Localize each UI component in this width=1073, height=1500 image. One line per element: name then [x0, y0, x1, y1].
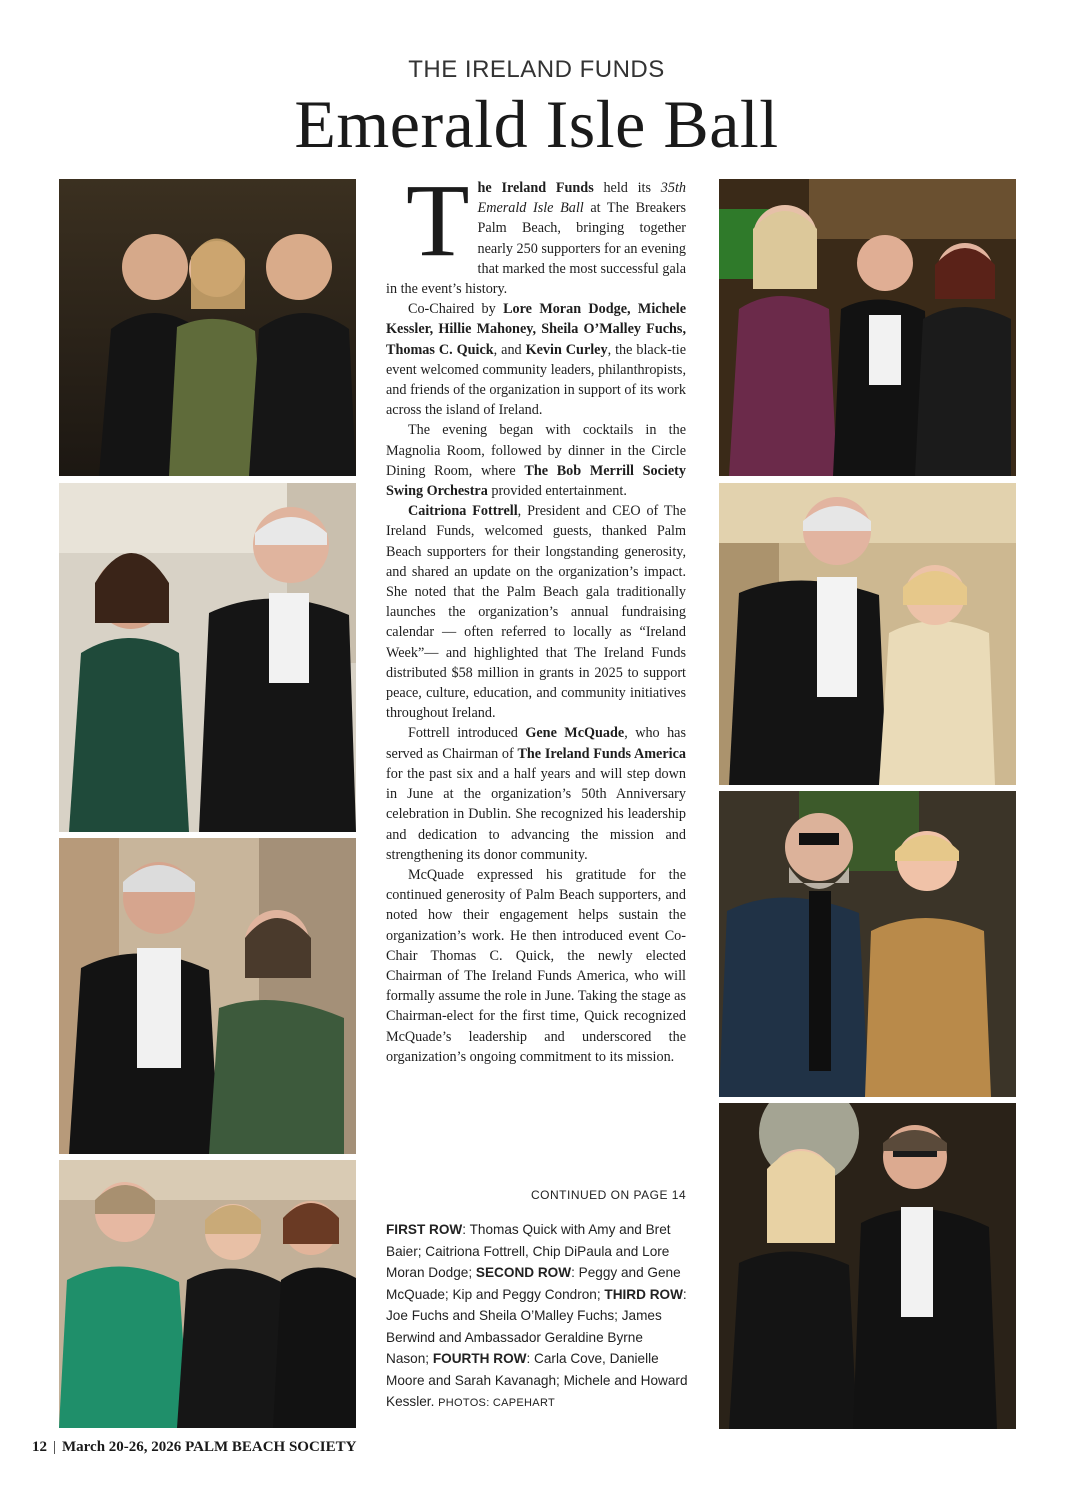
caption-row-label: THIRD ROW: [604, 1286, 683, 1302]
photo-left-2: [59, 483, 356, 832]
co-chair-name: Kevin Curley: [525, 341, 608, 358]
photo-right-1: [719, 179, 1016, 476]
president-name: Caitriona Fottrell: [408, 503, 518, 520]
photo-left-4-image: [59, 1160, 356, 1428]
article-paragraph-6: McQuade expressed his gratitude for the continued generosity of Palm Beach supporters, and noted how their engagement helps sustain the organization’s work. He then introduced event Co-Chair Thomas C. Quick, the newly elected Chairman of The Ireland Funds America, who will formally assume the role in June. Taking the stage as Chairman-elect for the first time, Quick recognized McQuade’s leadership and underscored the organization’s ongoing commitment to its mission.: [386, 866, 686, 1065]
article-paragraph-4: [386, 501, 686, 723]
photo-left-4: [59, 1160, 356, 1428]
article-paragraph-1: [386, 163, 686, 299]
photo-right-3: [719, 791, 1016, 1097]
section-kicker: THE IRELAND FUNDS: [408, 56, 665, 83]
photo-left-3: [59, 838, 356, 1154]
article-paragraph-3: [386, 420, 686, 501]
photo-left-1-image: [59, 179, 356, 476]
drop-cap: T: [406, 163, 470, 278]
photo-captions: [386, 1219, 688, 1415]
photo-right-1-image: [719, 179, 1016, 476]
caption-row-label: SECOND ROW: [475, 1265, 572, 1280]
publication-name: PALM BEACH SOCIETY: [185, 1439, 357, 1455]
caption-text: : Peggy and Gene McQuade; Kip and Peggy Condron;: [386, 1265, 681, 1302]
continued-note: CONTINUED ON PAGE 14: [531, 1188, 687, 1202]
caption-row-label: FOURTH ROW: [432, 1351, 527, 1366]
page-number: 12: [32, 1439, 47, 1455]
photo-right-4-image: [719, 1103, 1016, 1429]
page-title: Emerald Isle Ball: [294, 86, 779, 162]
caption-text: : Carla Cove, Danielle Moore and Sarah Kavanagh; Michele and Howard Kessler.: [386, 1351, 688, 1409]
issue-date: March 20-26, 2026: [62, 1439, 182, 1455]
text-run: for the past six and a half years and will step down in June at the organization’s 50th Anniversary celebration in Dublin. She recognized his leadership and dedication to advancing the mission and strengthening its donor community.: [386, 765, 686, 863]
text-run: The evening began with cocktails in the Magnolia Room, followed by dinner in the Circle Dining Room, where: [386, 422, 686, 479]
text-run: Fottrell introduced: [408, 725, 526, 742]
photo-right-2: [719, 483, 1016, 785]
photo-right-2-image: [719, 483, 1016, 785]
caption-row-label: FIRST ROW: [386, 1222, 463, 1237]
text-run: provided entertainment.: [487, 483, 627, 500]
text-run: , President and CEO of The Ireland Funds, welcomed guests, thanked Palm Beach supporters for their longstanding generosity, and shared an update on the organization’s impact. She noted that the Palm Beach gala traditionally launches the organization’s annual fundraising calendar — often referred to locally as “Ireland Week”— and highlighted that The Ireland Funds distributed $58 million in grants in 2025 to support peace, culture, education, and community initiatives throughout Ireland.: [386, 503, 686, 722]
text-run: at The Breakers Palm Beach, bringing together nearly 250 supporters for an evening that marked the most successful gala in the event’s history.: [386, 200, 686, 298]
org-name-america: The Ireland Funds America: [517, 745, 686, 762]
photo-left-2-image: [59, 483, 356, 832]
article-body: [386, 163, 686, 1067]
caption-text: : Joe Fuchs and Sheila O’Malley Fuchs; James Berwind and Ambassador Geraldine Byrne Nason;: [386, 1286, 687, 1366]
org-name: he Ireland Funds: [477, 180, 594, 196]
photo-left-1: [59, 179, 356, 476]
text-run: Co-Chaired by: [408, 301, 504, 318]
article-paragraph-2: [386, 299, 686, 420]
text-run: held its: [593, 180, 661, 196]
event-name: 35th Emerald Isle Ball: [477, 180, 686, 217]
photo-credit: PHOTOS: CAPEHART: [438, 1397, 556, 1409]
photo-right-4: [719, 1103, 1016, 1429]
article-paragraph-5: [386, 723, 686, 864]
caption-text: : Thomas Quick with Amy and Bret Baier; Caitriona Fottrell, Chip DiPaula and Lore Moran Dodge;: [386, 1222, 671, 1280]
photo-right-3-image: [719, 791, 1016, 1097]
text-run: , and: [493, 341, 526, 358]
text-run: , the black-tie event welcomed community leaders, philanthropists, and friends of the organization in support of its work across the island of Ireland.: [386, 341, 686, 419]
chairman-name: Gene McQuade: [525, 725, 625, 742]
photo-left-3-image: [59, 838, 356, 1154]
co-chairs-names: Lore Moran Dodge, Michele Kessler, Hillie Mahoney, Sheila O’Malley Fuchs, Thomas C. Quick: [386, 301, 686, 358]
orchestra-name: The Bob Merrill Society Swing Orchestra: [386, 462, 686, 500]
footer-separator: |: [53, 1439, 57, 1455]
page-footer: [32, 1439, 356, 1456]
text-run: , who has served as Chairman of: [386, 725, 686, 762]
